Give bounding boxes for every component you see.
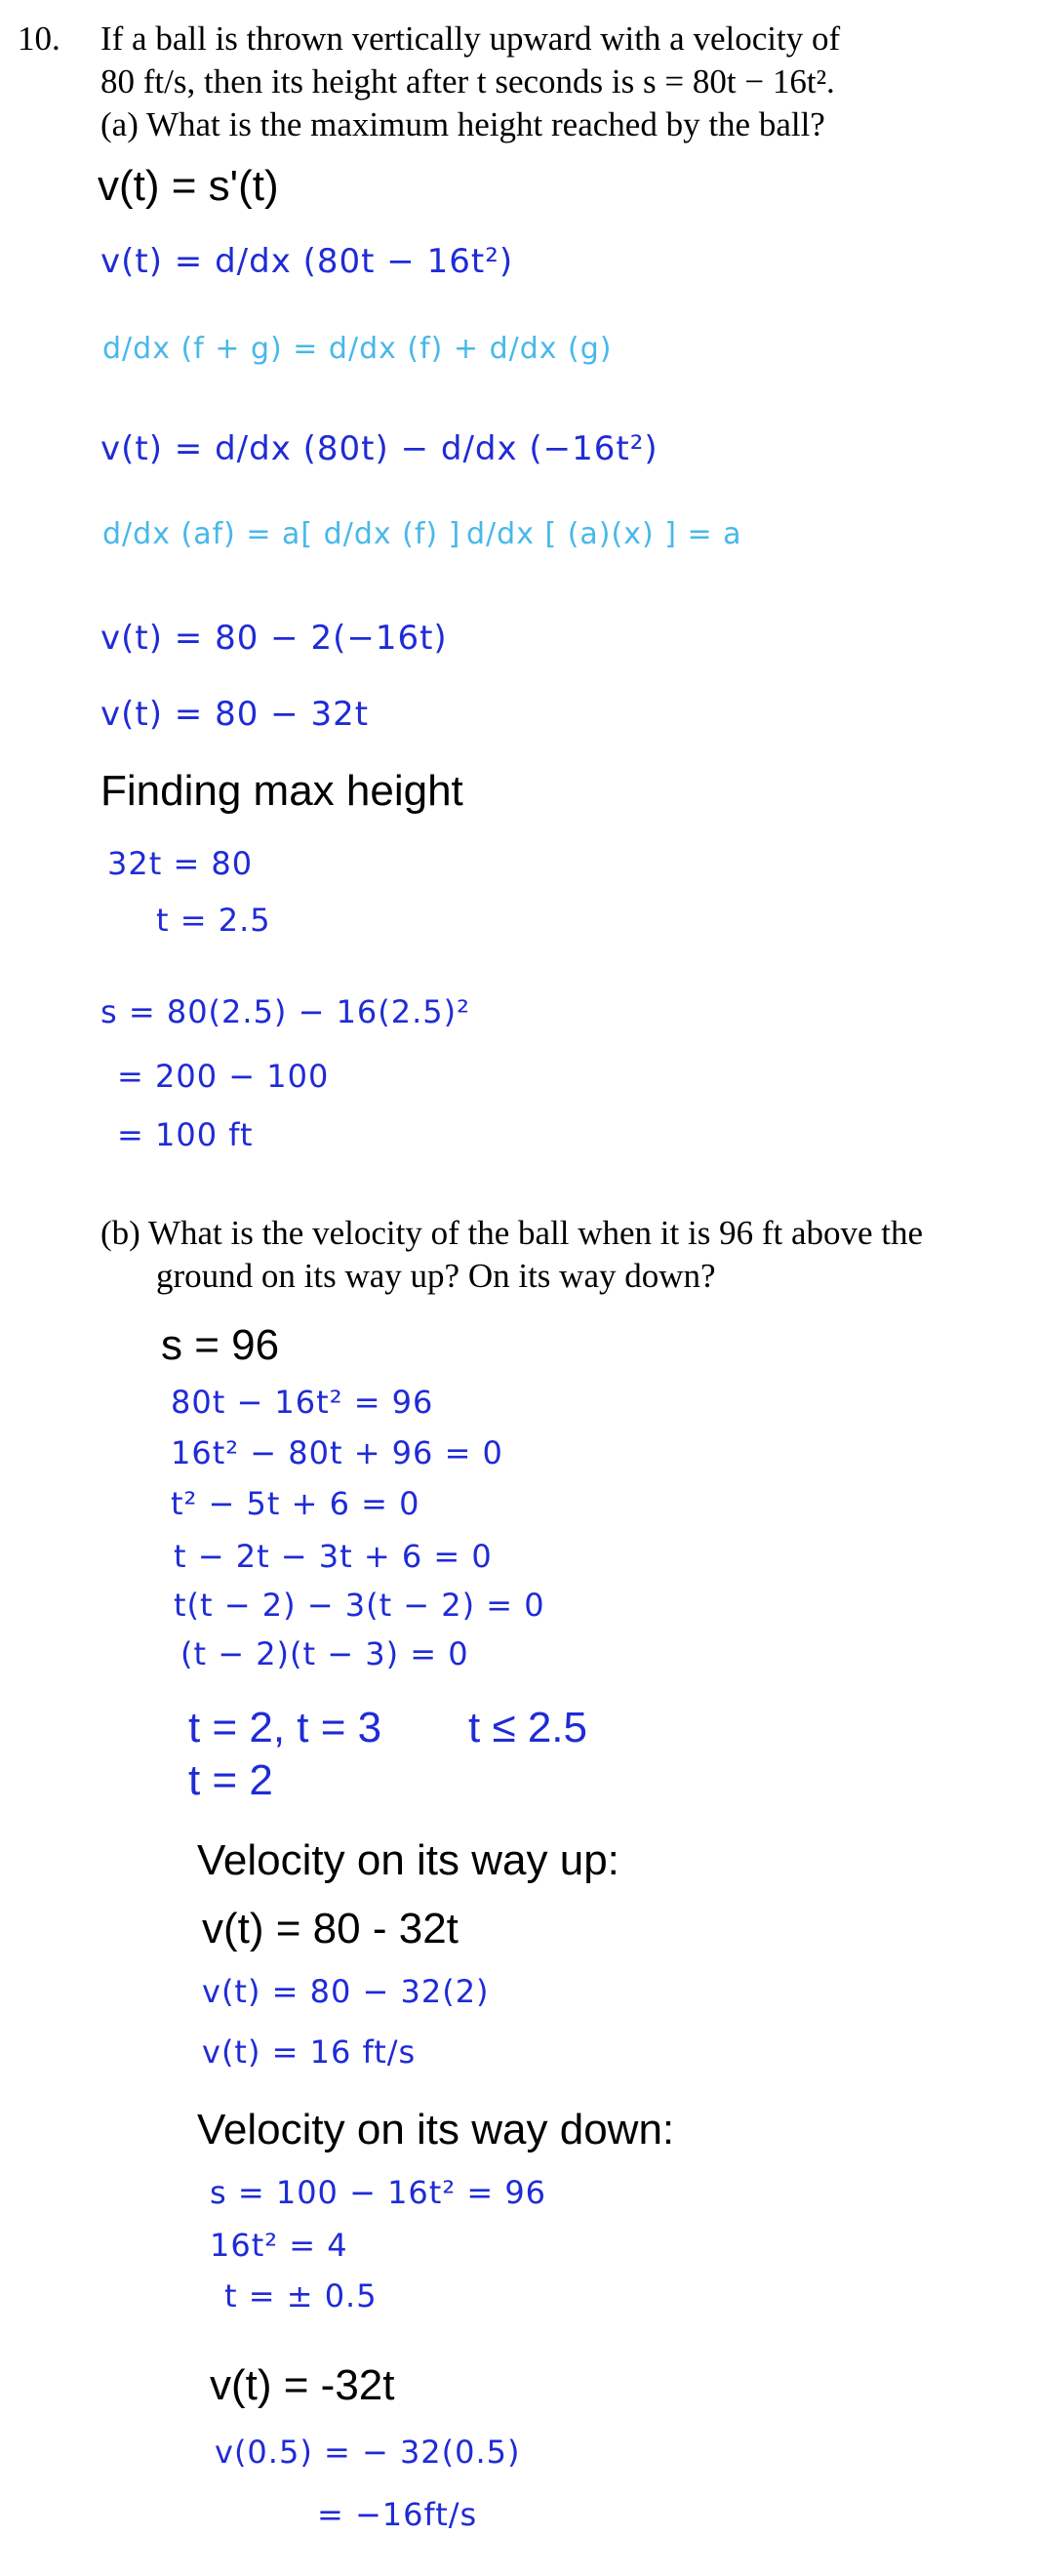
height-value: s = 96	[161, 1321, 280, 1369]
max-step-1: 32t = 80	[107, 845, 254, 882]
velocity-down-step-5: = −16ft/s	[317, 2496, 478, 2533]
max-step-5: = 100 ft	[117, 1116, 254, 1153]
max-step-2: t = 2.5	[156, 902, 271, 939]
derivative-step-3: v(t) = 80 − 2(−16t)	[100, 619, 448, 658]
max-step-3: s = 80(2.5) − 16(2.5)²	[100, 993, 470, 1030]
equation-step-3: t² − 5t + 6 = 0	[171, 1485, 420, 1522]
max-step-4: = 200 − 100	[117, 1058, 330, 1095]
velocity-up-step-2: v(t) = 16 ft/s	[202, 2033, 417, 2071]
velocity-definition: v(t) = s'(t)	[98, 162, 279, 210]
roots: t = 2, t = 3	[188, 1704, 382, 1751]
velocity-down-step-4: v(0.5) = − 32(0.5)	[215, 2434, 521, 2471]
constant-rule-note-2: d/dx [ (a)(x) ] = a	[466, 517, 742, 551]
problem-number: 10.	[18, 20, 60, 58]
part-b-question-line1: (b) What is the velocity of the ball when it is 96 ft above the	[100, 1214, 924, 1252]
derivative-step-4: v(t) = 80 − 32t	[100, 695, 370, 734]
equation-step-1: 80t − 16t² = 96	[171, 1384, 434, 1421]
velocity-up-formula: v(t) = 80 - 32t	[202, 1905, 459, 1952]
part-b-question-line2: ground on its way up? On its way down?	[156, 1257, 716, 1295]
time-constraint: t ≤ 2.5	[468, 1704, 587, 1751]
max-height-heading: Finding max height	[100, 767, 463, 815]
sum-rule-note: d/dx (f + g) = d/dx (f) + d/dx (g)	[102, 332, 613, 366]
velocity-down-step-2: 16t² = 4	[210, 2227, 348, 2264]
equation-step-4: t − 2t − 3t + 6 = 0	[174, 1538, 493, 1575]
derivative-step-1: v(t) = d/dx (80t − 16t²)	[100, 242, 514, 281]
velocity-down-formula: v(t) = -32t	[210, 2361, 395, 2409]
velocity-up-heading: Velocity on its way up:	[197, 1836, 619, 1884]
chosen-root: t = 2	[188, 1756, 273, 1804]
velocity-up-step-1: v(t) = 80 − 32(2)	[202, 1973, 490, 2010]
equation-step-2: 16t² − 80t + 96 = 0	[171, 1434, 503, 1471]
part-a-question: (a) What is the maximum height reached by the ball?	[100, 105, 825, 143]
problem-statement-line1: If a ball is thrown vertically upward with a velocity of	[100, 20, 841, 58]
equation-step-6: (t − 2)(t − 3) = 0	[180, 1635, 469, 1672]
problem-statement-line2: 80 ft/s, then its height after t seconds is s = 80t − 16t².	[100, 62, 835, 101]
derivative-step-2: v(t) = d/dx (80t) − d/dx (−16t²)	[100, 429, 659, 468]
constant-rule-note: d/dx (af) = a[ d/dx (f) ]	[102, 517, 461, 551]
equation-step-5: t(t − 2) − 3(t − 2) = 0	[174, 1587, 545, 1624]
velocity-down-step-1: s = 100 − 16t² = 96	[210, 2174, 547, 2211]
velocity-down-step-3: t = ± 0.5	[224, 2277, 378, 2314]
velocity-down-heading: Velocity on its way down:	[197, 2106, 675, 2153]
